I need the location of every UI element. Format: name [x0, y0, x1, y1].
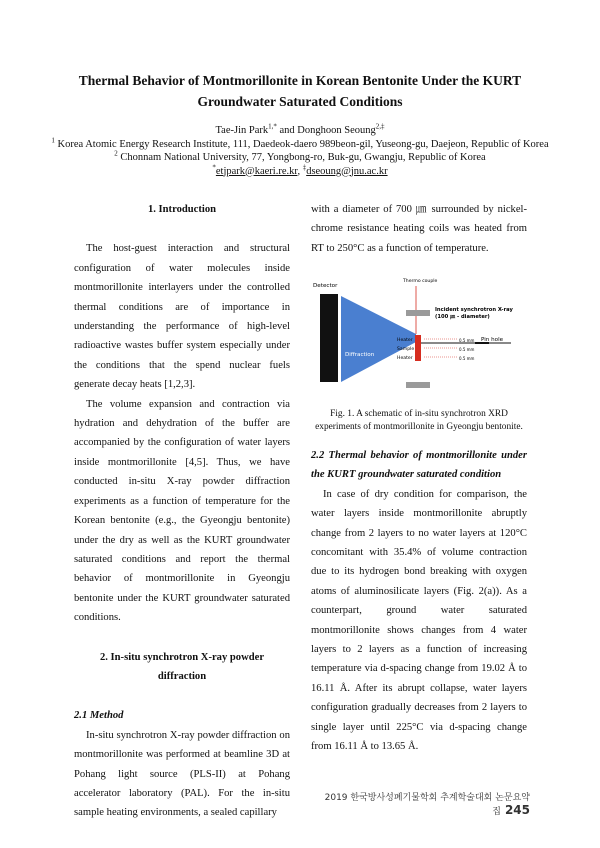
- heater-top-label: Heater: [397, 338, 413, 343]
- affiliation-2-text: Chonnam National University, 77, Yongbong-ro, Buk-gu, Gwangju, Republic of Korea: [120, 152, 486, 163]
- lower-block: [406, 382, 430, 388]
- method-continuation: with a diameter of 700 ㎛ surrounded by nickel-chrome resistance heating coils was heated from RT to 250°C as a function of temperature.: [311, 204, 527, 254]
- author-2: Donghoon Seoung: [297, 125, 376, 136]
- section-2-heading-line-1: 2. In-situ synchrotron X-ray powder: [99, 651, 265, 663]
- paper-title: [40, 70, 560, 112]
- email-1-link[interactable]: etjpark@kaeri.re.kr: [215, 165, 298, 177]
- emails: [30, 165, 570, 179]
- spacer: [74, 219, 290, 239]
- diffraction-label: Diffraction: [345, 352, 375, 358]
- author-2-mark: 2,‡: [375, 122, 385, 131]
- affiliation-2: [30, 151, 570, 165]
- affiliation-2-mark: 2: [114, 149, 118, 158]
- page-number: 245: [504, 803, 530, 817]
- title-line-2: Groundwater Saturated Conditions: [197, 94, 403, 109]
- spacer: [74, 628, 290, 648]
- email-separator: ,: [297, 165, 303, 177]
- email-2-link[interactable]: dseoung@jnu.ac.kr: [306, 165, 388, 177]
- intro-paragraph-2: The volume expansion and contraction via hydration and dehydration of the buffer are accompanied by the configuration of water layers inside montmorillonite [4,5]. Thus, we have conducted in-situ X-ray powder diffraction experiments as a function of temperature for the Korean bentonite (e.g., the Gyeongju bentonite) under the dry as well as the KURT groundwater saturated conditions and report the thermal behavior of montmorillonite in Gyeongju bentonite under the KURT groundwater saturated conditions.: [74, 398, 290, 624]
- thermocouple-label: Thermo couple: [403, 279, 438, 284]
- author-names: [30, 124, 570, 138]
- figure-1-caption: Fig. 1. A schematic of in-situ synchrotron XRD experiments of montmorillonite in Gyeongju bentonite.: [315, 409, 523, 432]
- intro-heading: 1. Introduction: [147, 204, 217, 215]
- author-1: Tae-Jin Park: [215, 125, 269, 136]
- email-2-mark: ‡: [302, 163, 307, 171]
- dim-label-2: 0.5 mm: [459, 347, 475, 352]
- section-2-2-heading: 2.2 Thermal behavior of montmorillonite under the KURT groundwater saturated condition: [311, 450, 527, 481]
- footer-text: 2019 한국방사성폐기물학회 추계학술대회 논문요약집: [324, 793, 530, 817]
- incident-label-1: Incident synchrotron X-ray: [435, 307, 513, 313]
- affiliation-1-text: Korea Atomic Energy Research Institute, 111, Daedeok-daero 989beon-gil, Yuseong-gu, Daejeon, Republic of Korea: [57, 138, 549, 150]
- spacer: [74, 686, 290, 706]
- pinhole-label: Pin hole: [481, 337, 504, 343]
- sample-label: Sample: [397, 347, 415, 352]
- upper-block: [406, 310, 430, 316]
- page-footer: [320, 790, 530, 817]
- figure-1-schematic: [311, 272, 527, 400]
- email-1-mark: *: [212, 163, 216, 171]
- author-1-mark: 1,*: [268, 122, 277, 131]
- incident-label-2: (100 ㎛ - diameter): [435, 314, 490, 320]
- affiliation-1: [30, 138, 570, 152]
- method-paragraph: In-situ synchrotron X-ray powder diffraction on montmorillonite was performed at beamline 3D at Pohang light source (PLS-II) at Pohang accelerator laboratory (PAL). For the in-situ sample heating environments, a sealed capillary: [74, 729, 290, 819]
- right-column-bottom: [311, 446, 527, 757]
- dim-label-1: 0.5 mm: [459, 338, 475, 343]
- author-and: and: [276, 125, 298, 136]
- author-block: [30, 124, 570, 178]
- title-line-1: Thermal Behavior of Montmorillonite in Korean Bentonite Under the KURT: [78, 73, 522, 88]
- affiliation-1-mark: 1: [51, 136, 55, 144]
- section-2-heading-line-2: diffraction: [157, 670, 207, 682]
- heater-bottom-label: Heater: [397, 356, 413, 361]
- intro-paragraph-1: The host-guest interaction and structural configuration of water molecules inside montmorillonite interlayers under the controlled thermal conditions are of importance in understanding the performance of high-level radioactive wastes buffer system especially under the conditions that the spend nuclear fuels generate decay heats [1,2,3].: [74, 243, 290, 391]
- dim-label-3: 0.5 mm: [459, 356, 475, 361]
- right-column-top: [311, 200, 527, 258]
- left-column: [74, 200, 290, 823]
- heater-sample-stack: [415, 335, 421, 361]
- detector-label: Detector: [313, 283, 338, 289]
- section-2-2-paragraph: In case of dry condition for comparison, the water layers inside montmorillonite abruptly change from 2 layers to no water layers at 120°C concomitant with 35.4% of volume contraction due to its hydrogen bond breaking with oxygen atoms of aluminosilicate layers (Fig. 2(a)). As a counterpart, ground water saturated montmorillonite shows changes from 4 water layers to 2 layers as a function of increasing temperature via d-spacing change from 19.02 Å to 16.11 Å. After its abrupt collapse, water layers configuration gradually decreases from 2 layers to single layer until 225°C via d-spacing change from 16.11 Å to 13.65 Å.: [311, 488, 527, 753]
- detector-plate: [320, 294, 338, 382]
- method-heading: 2.1 Method: [74, 710, 124, 722]
